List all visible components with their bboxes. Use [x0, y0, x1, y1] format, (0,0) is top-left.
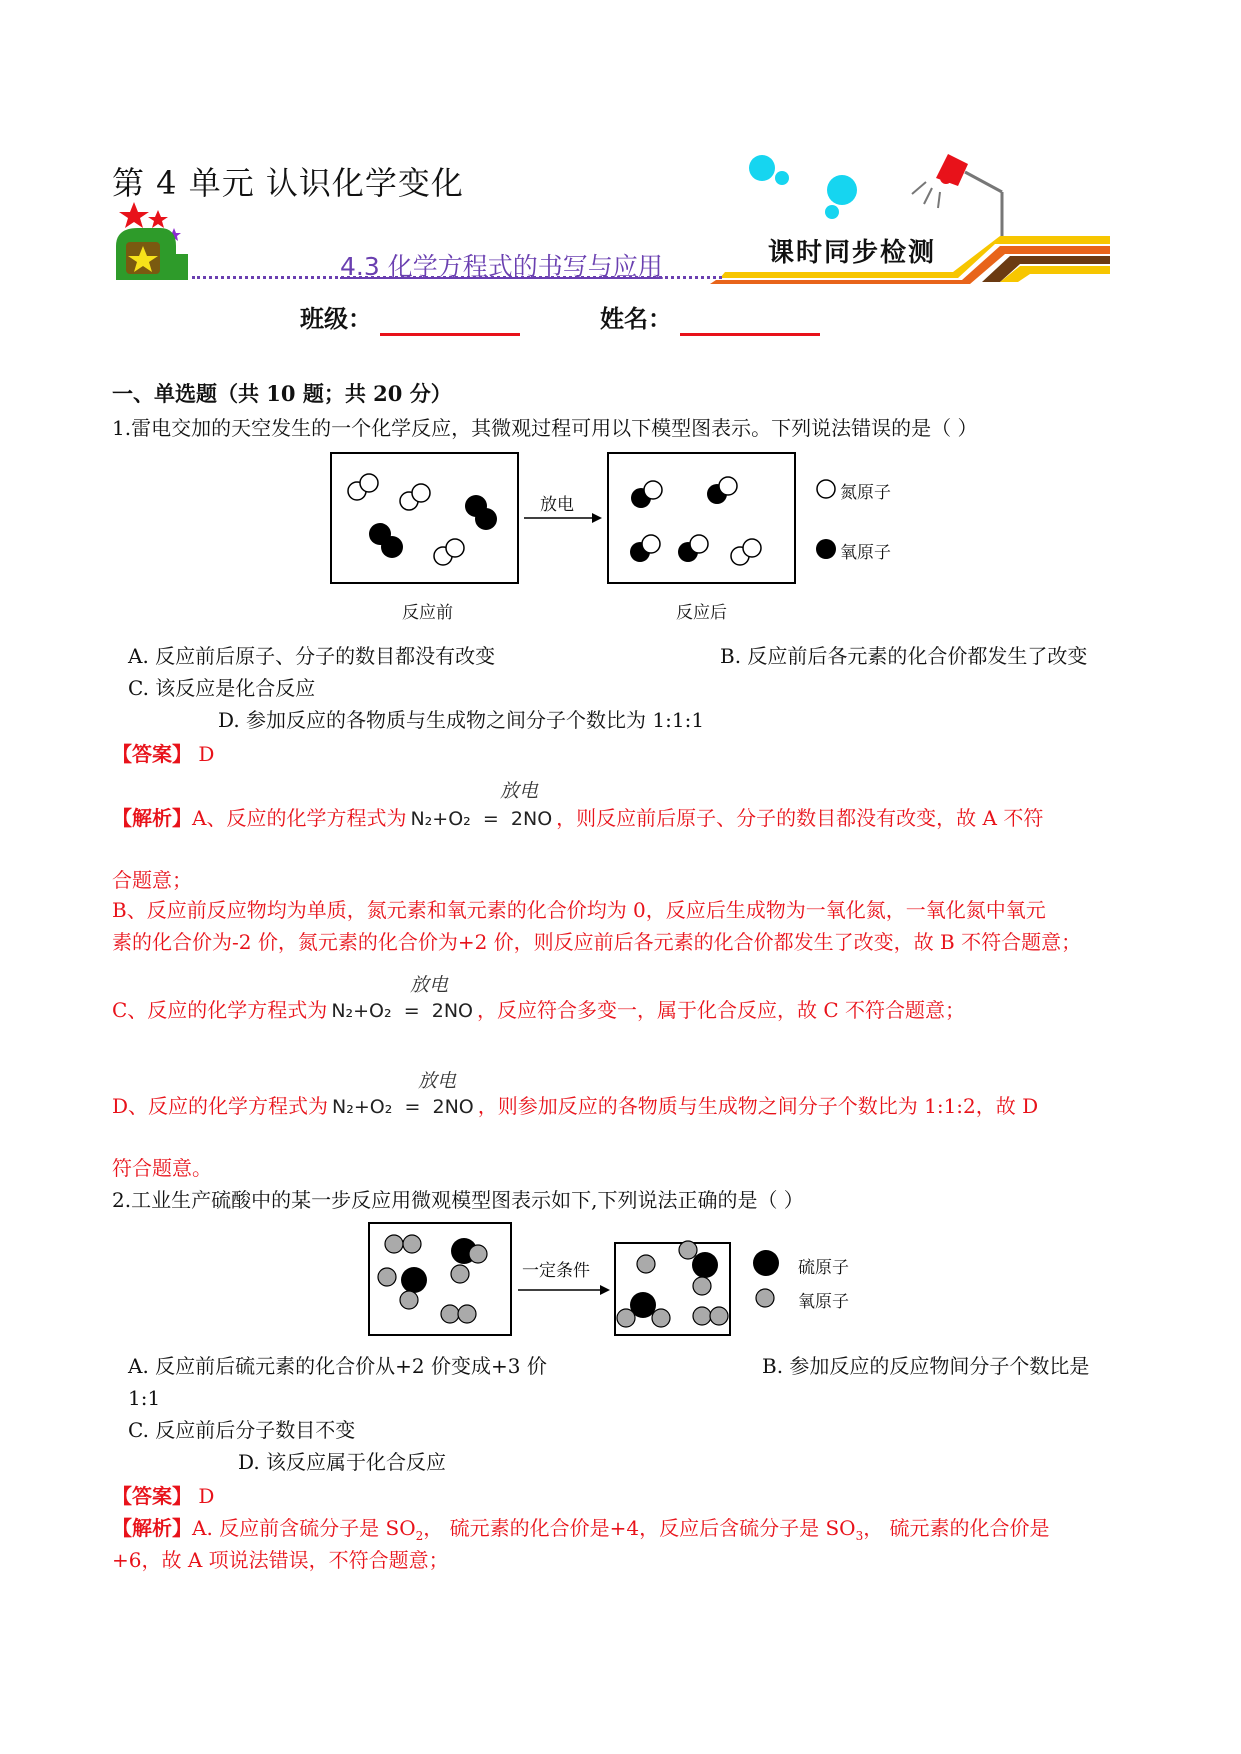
star-emblem-icon: [112, 200, 192, 282]
q1-analysis-d-pre: D、反应的化学方程式为: [112, 1094, 329, 1118]
q1-analysis-d: [112, 1092, 1038, 1121]
q1-after-label: 反应后: [676, 603, 727, 623]
q1-equation-a-condition: 放电: [500, 780, 539, 802]
name-field: [600, 302, 820, 336]
q2-option-d: D. 该反应属于化合反应: [238, 1450, 447, 1474]
q2-model-figure: [368, 1222, 808, 1342]
q1-analysis-a-cont: 合题意；: [112, 868, 192, 892]
q1-analysis-a-post: ，则反应前后原子、分子的数目都没有改变，故 A 不符: [556, 806, 1044, 830]
q1-option-d: D. 参加反应的各物质与生成物之间分子个数比为 1:1:1: [218, 708, 705, 732]
q2-option-c: C. 反应前后分子数目不变: [128, 1418, 356, 1442]
q1-answer-value: D: [198, 742, 215, 766]
q1-option-b: B. 反应前后各元素的化合价都发生了改变: [720, 644, 1088, 668]
name-blank[interactable]: [680, 307, 820, 336]
q2-legend-sulfur: 硫原子: [798, 1258, 849, 1278]
banner-tag: 课时同步检测: [768, 238, 937, 268]
q1-option-c: C. 该反应是化合反应: [128, 676, 316, 700]
q1-equation-c: N₂+O₂ = 2NO: [331, 1000, 474, 1022]
q2-analysis-a1: 【解析】A. 反应前含硫分子是 $SO_2$， 硫元素的化合价是+4，反应后含硫分子是 $SO_3$， 硫元素的化合价是: [112, 1516, 1050, 1543]
q2-option-a: A. 反应前后硫元素的化合价从+2 价变成+3 价: [128, 1354, 547, 1378]
q1-option-a: A. 反应前后原子、分子的数目都没有改变: [128, 644, 496, 668]
q2-legend-oxygen: 氧原子: [798, 1292, 849, 1312]
q1-analysis-c-pre: C、反应的化学方程式为: [112, 998, 328, 1022]
q2-answer: [112, 1482, 214, 1510]
lesson-title: 4.3 化学方程式的书写与应用: [340, 252, 663, 281]
name-label: 姓名：: [600, 304, 672, 333]
q1-analysis-b2: 素的化合价为-2 价，氮元素的化合价为+2 价，则反应前后各元素的化合价都发生了改变，故 B 不符合题意；: [112, 930, 1082, 954]
q1-analysis-d-cont: 符合题意。: [112, 1156, 212, 1180]
class-label: 班级：: [300, 304, 372, 333]
q2-answer-tag: 【答案】: [112, 1484, 192, 1508]
unit-title: 第 4 单元 认识化学变化: [112, 164, 464, 202]
q2-stem: 2.工业生产硫酸中的某一步反应用微观模型图表示如下,下列说法正确的是（ ）: [112, 1188, 804, 1212]
q1-analysis-c: [112, 996, 965, 1025]
q1-before-label: 反应前: [402, 603, 453, 623]
q2-option-b: B. 参加反应的反应物间分子个数比是: [762, 1354, 1090, 1378]
q2-answer-value: D: [198, 1484, 215, 1508]
q1-equation-d-condition: 放电: [418, 1070, 457, 1092]
q1-analysis-a: [112, 804, 1043, 833]
q2-arrow-label: 一定条件: [522, 1261, 590, 1281]
q1-equation-c-condition: 放电: [410, 974, 449, 996]
q1-equation-a: N₂+O₂ = 2NO: [410, 808, 553, 830]
q2-analysis-a2: +6，故 A 项说法错误，不符合题意；: [112, 1548, 449, 1572]
q1-analysis-b1: B、反应前反应物均为单质，氮元素和氧元素的化合价均为 0，反应后生成物为一氧化氮，一氧化氮中氧元: [112, 898, 1046, 922]
class-field: [300, 302, 520, 336]
q1-analysis-d-post: ，则参加反应的各物质与生成物之间分子个数比为 1:1:2，故 D: [477, 1094, 1039, 1118]
q2-option-b-cont: 1:1: [128, 1386, 161, 1410]
q1-stem: 1.雷电交加的天空发生的一个化学反应，其微观过程可用以下模型图表示。下列说法错误的是（ ）: [112, 416, 978, 440]
q1-equation-d: N₂+O₂ = 2NO: [332, 1096, 474, 1118]
q1-legend-oxygen: 氧原子: [840, 543, 891, 563]
q1-arrow-label: 放电: [540, 495, 574, 515]
q1-answer: [112, 740, 214, 768]
q1-answer-tag: 【答案】: [112, 742, 192, 766]
q2-analysis-tag: 【解析】: [112, 1516, 192, 1540]
q1-legend-nitrogen: 氮原子: [840, 483, 891, 503]
q1-analysis-c-post: ，反应符合多变一，属于化合反应，故 C 不符合题意；: [477, 998, 966, 1022]
q1-analysis-tag: 【解析】: [112, 806, 192, 830]
section-title: 一、单选题（共 10 题；共 20 分）: [112, 381, 452, 406]
class-blank[interactable]: [380, 307, 520, 336]
q1-analysis-a-pre: A、反应的化学方程式为: [192, 806, 407, 830]
